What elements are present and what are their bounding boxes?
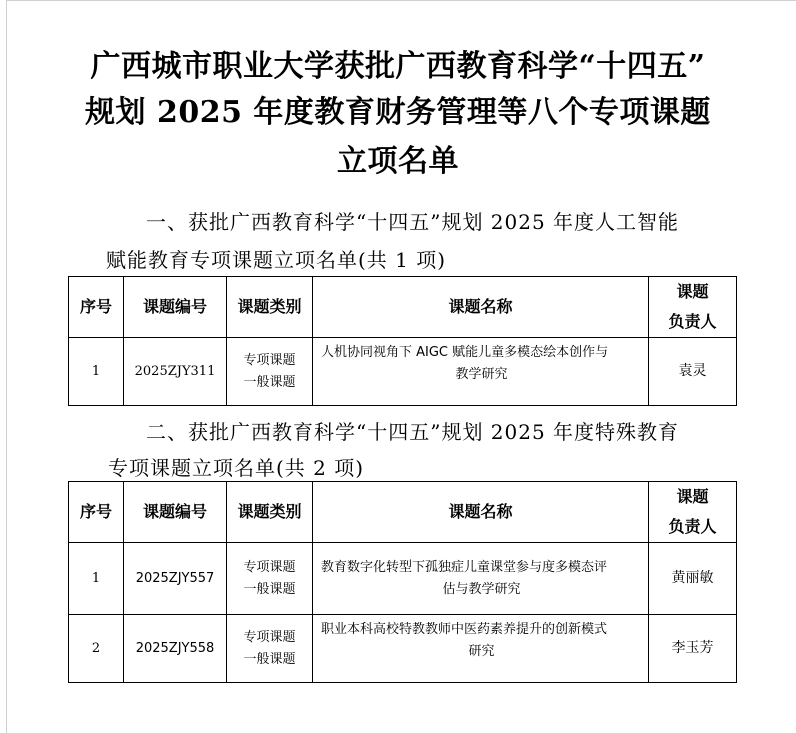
project-name-line-1: 职业本科高校特教教师中医药素养提升的创新模式	[321, 622, 608, 637]
cell-code: 2025ZJY557	[124, 543, 227, 615]
category-line-2: 一般课题	[243, 651, 296, 667]
section-2-heading-line-2: 专项课题立项名单(共 2 项)	[108, 456, 365, 480]
project-name-line-1: 教育数字化转型下孤独症儿童课堂参与度多模态评	[321, 559, 608, 575]
header-person-line-2: 负责人	[668, 312, 717, 331]
category-line-1: 专项课题	[243, 559, 296, 575]
section-1-heading-line-2: 赋能教育专项课题立项名单(共 1 项)	[106, 248, 447, 272]
cell-seq: 2	[69, 615, 124, 683]
table-row	[69, 615, 737, 683]
section-1-heading-line-1: 一、获批广西教育科学“十四五”规划 2025 年度人工智能	[146, 210, 680, 234]
cell-category	[227, 338, 313, 406]
cell-category	[227, 543, 313, 615]
section-2-heading-line-1: 二、获批广西教育科学“十四五”规划 2025 年度特殊教育	[146, 420, 680, 444]
header-code: 课题编号	[124, 482, 227, 543]
cell-project-name	[313, 615, 649, 683]
cell-seq: 1	[69, 543, 124, 615]
header-name: 课题名称	[313, 277, 649, 338]
cell-project-name	[313, 543, 649, 615]
header-seq: 序号	[69, 277, 124, 338]
header-seq: 序号	[69, 482, 124, 543]
table-header-row	[69, 482, 737, 543]
table-row	[69, 338, 737, 406]
cell-seq: 1	[69, 338, 124, 406]
category-line-1: 专项课题	[243, 629, 296, 645]
document-title-line-3: 立项名单	[337, 144, 459, 179]
table-row	[69, 543, 737, 615]
cell-project-name	[313, 338, 649, 406]
header-person	[649, 482, 737, 543]
header-code: 课题编号	[124, 277, 227, 338]
project-name-line-2: 研究	[468, 644, 495, 659]
table-header-row	[69, 277, 737, 338]
cell-category	[227, 615, 313, 683]
header-person-line-1: 课题	[676, 487, 709, 506]
document-title-line-2: 规划 2025 年度教育财务管理等八个专项课题	[85, 95, 711, 130]
category-line-2: 一般课题	[243, 374, 296, 390]
cell-code: 2025ZJY311	[124, 338, 227, 406]
project-name-line-1: 人机协同视角下 AIGC 赋能儿童多模态绘本创作与	[321, 345, 609, 360]
project-name-line-2: 教学研究	[455, 367, 508, 382]
document-title-line-1: 广西城市职业大学获批广西教育科学“十四五”	[90, 49, 706, 84]
project-name-line-2: 估与教学研究	[442, 581, 521, 597]
header-person-line-2: 负责人	[668, 517, 717, 536]
cell-person: 李玉芳	[649, 615, 737, 683]
category-line-2: 一般课题	[243, 581, 296, 597]
header-category: 课题类别	[227, 277, 313, 338]
section-2-table	[68, 481, 737, 683]
header-name: 课题名称	[313, 482, 649, 543]
cell-code: 2025ZJY558	[124, 615, 227, 683]
section-1-table	[68, 276, 737, 406]
cell-person: 黄丽敏	[649, 543, 737, 615]
header-person-line-1: 课题	[676, 282, 709, 301]
header-person	[649, 277, 737, 338]
category-line-1: 专项课题	[243, 352, 296, 368]
cell-person: 袁灵	[649, 338, 737, 406]
header-category: 课题类别	[227, 482, 313, 543]
